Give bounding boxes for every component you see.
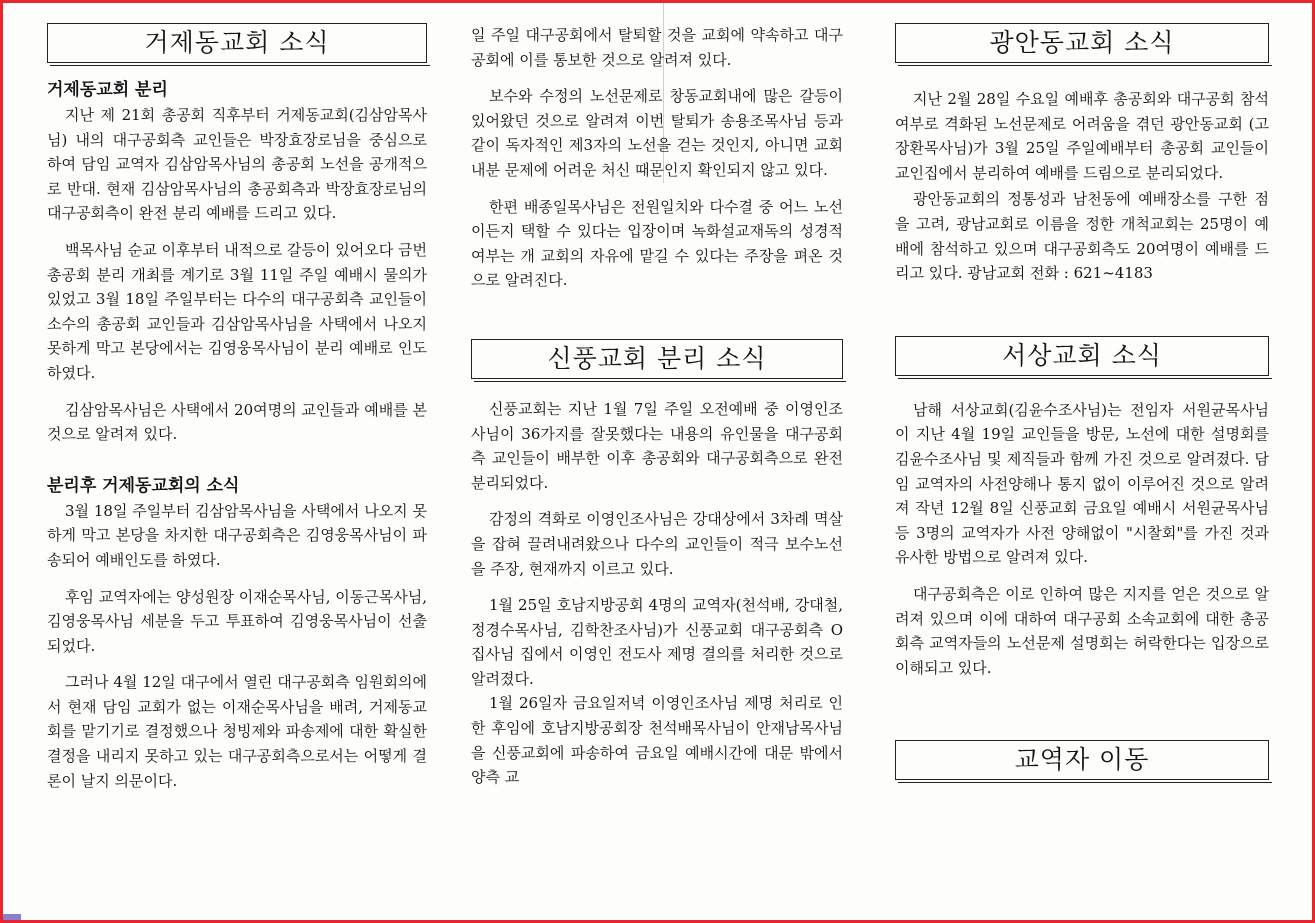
paragraph: 후임 교역자에는 양성원장 이재순목사님, 이동근목사님, 김영웅목사님 세분을 두고 투표하여 김영웅목사님이 선출되었다. [47,587,427,655]
corner-marker [3,914,21,920]
paragraph: 1월 26일자 금요일저녁 이영인조사님 제명 처리로 인한 후임에 호남지방공회장 천석배목사님이 안재남목사님을 신풍교회에 파송하여 금요일 예배시간에 대문 밖에서 양측 교 [471,694,843,787]
paragraph: 신풍교회는 지난 1월 7일 주일 오전예배 중 이영인조사님이 36가지를 잘못했다는 내용의 유인물을 대구공회측 교인들이 배부한 이후 총공회와 대구공회측으로 완전 분리되었다. [471,399,843,492]
paragraph: 한편 배종일목사님은 전원일치와 다수결 중 어느 노선이든지 택할 수 있다는 입장이며 녹화설교재독의 성경적 여부는 개 교회의 자유에 맡길 수 있다는 주장을 펴온 것으로 알려진다. [471,197,843,290]
paragraph: 감정의 격화로 이영인조사님은 강대상에서 3차례 멱살을 잡혀 끌려내려왔으나 다수의 교인들이 적극 보수노선을 주장, 현재까지 이르고 있다. [471,510,843,578]
paragraph: 김삼암목사님은 사택에서 20여명의 교인들과 예배를 본 것으로 알려져 있다. [47,400,427,444]
paragraph: 3월 18일 주일부터 김삼암목사님을 사택에서 나오지 못하게 막고 본당을 차지한 대구공회측은 김영웅목사님이 파송되어 예배인도를 하였다. [47,501,427,569]
column-left [47,23,427,802]
paragraph: 지난 제 21회 총공회 직후부터 거제동교회(김삼암목사님) 내의 대구공회측 교인들은 박장효장로님을 중심으로 하여 담임 교역자 김삼암목사님의 총공회 노선을 공개적으로 반대. 현재 김삼암목사님의 총공회측과 박장효장로님의 대구공회측이 완전 분리 예배를 드리고 있다. [47,106,427,223]
heading-minister-transfer: 교역자 이동 [895,740,1269,780]
paragraph: 대구공회측은 이로 인하여 많은 지지를 얻은 것으로 알려져 있으며 이에 대하여 대구공회 소속교회에 대한 총공회측 교역자들의 노선문제 설명회는 허락한다는 입장으로 이해되고 있다. [895,584,1269,677]
column-right [895,23,1269,780]
paragraph: 보수와 수정의 노선문제로 창동교회내에 많은 갈등이 있어왔던 것으로 알려져 이번 탈퇴가 송용조목사님 등과 같이 독자적인 제3자의 노선을 걷는 것인지, 아니면 교회 내분 문제에 어려운 처신 때문인지 확인되지 않고 있다. [471,87,843,179]
heading-geojedong: 거제동교회 소식 [47,23,427,63]
paragraph: 남해 서상교회(김윤수조사님)는 전임자 서원균목사님이 지난 4월 19일 교인들을 방문, 노선에 대한 설명회를 김윤수조사님 및 제직들과 함께 가진 것으로 알려졌다. 담임 교역자의 사전양해나 통지 없이 이루어진 것으로 알려져 작년 12월 8일 신풍교회 금요일 예배시 서원균목사님등 3명의 교역자가 사전 양해없이 "시찰회"를 가진 것과 유사한 방법으로 알려져 있다. [895,400,1269,567]
column-middle [471,23,843,799]
paragraph: 1월 25일 호남지방공회 4명의 교역자(천석배, 강대철, 정경수목사님, 김학찬조사님)가 신풍교회 대구공회측 O집사님 집에서 이영인 전도사 제명 결의를 처리한 것으로 알려졌다. [471,596,843,688]
subheading-separation: 거제동교회 분리 [47,80,168,100]
paragraph: 백목사님 순교 이후부터 내적으로 갈등이 있어오다 금번 총공회 분리 개최를 계기로 3월 11일 주일 예배시 물의가 있었고 3월 18일 주일부터는 다수의 대구공회측 교인들이 소수의 총공회 교인들과 김삼암목사님을 사택에서 나오지 못하게 막고 본당에서는 김영웅목사님이 분리 예배로 인도하였다. [47,240,427,382]
paragraph: 그러나 4월 12일 대구에서 열린 대구공회측 임원회의에서 현재 담임 교회가 없는 이재순목사님을 배려, 거제동교회를 맡기기로 결정했으나 청빙제와 파송제에 대한 확실한 결정을 내리지 못하고 있는 대구공회측으로서는 어떻게 결론이 날지 의문이다. [47,673,427,790]
heading-seosang: 서상교회 소식 [895,336,1269,376]
paragraph: 일 주일 대구공회에서 탈퇴할 것을 교회에 약속하고 대구공회에 이를 통보한 것으로 알려져 있다. [471,26,843,69]
heading-sinpung: 신풍교회 분리 소식 [471,339,843,379]
heading-gwangandong: 광안동교회 소식 [895,23,1269,63]
subheading-after-separation: 분리후 거제동교회의 소식 [47,475,240,496]
paragraph: 광안동교회의 정통성과 남천동에 예배장소를 구한 점을 고려, 광남교회로 이름을 정한 개척교회는 25명이 예배에 참석하고 있으며 대구공회측도 20여명이 예배를 드리고 있다. 광남교회 전화 : 621~4183 [895,190,1269,283]
paragraph: 지난 2월 28일 수요일 예배후 총공회와 대구공회 참석여부로 격화된 노선문제로 어려움을 겪던 광안동교회 (고장환목사님)가 3월 25일 주일예배부터 총공회 교인들이 교인집에서 분리하여 예배를 드림으로 분리되었다. [895,90,1269,182]
